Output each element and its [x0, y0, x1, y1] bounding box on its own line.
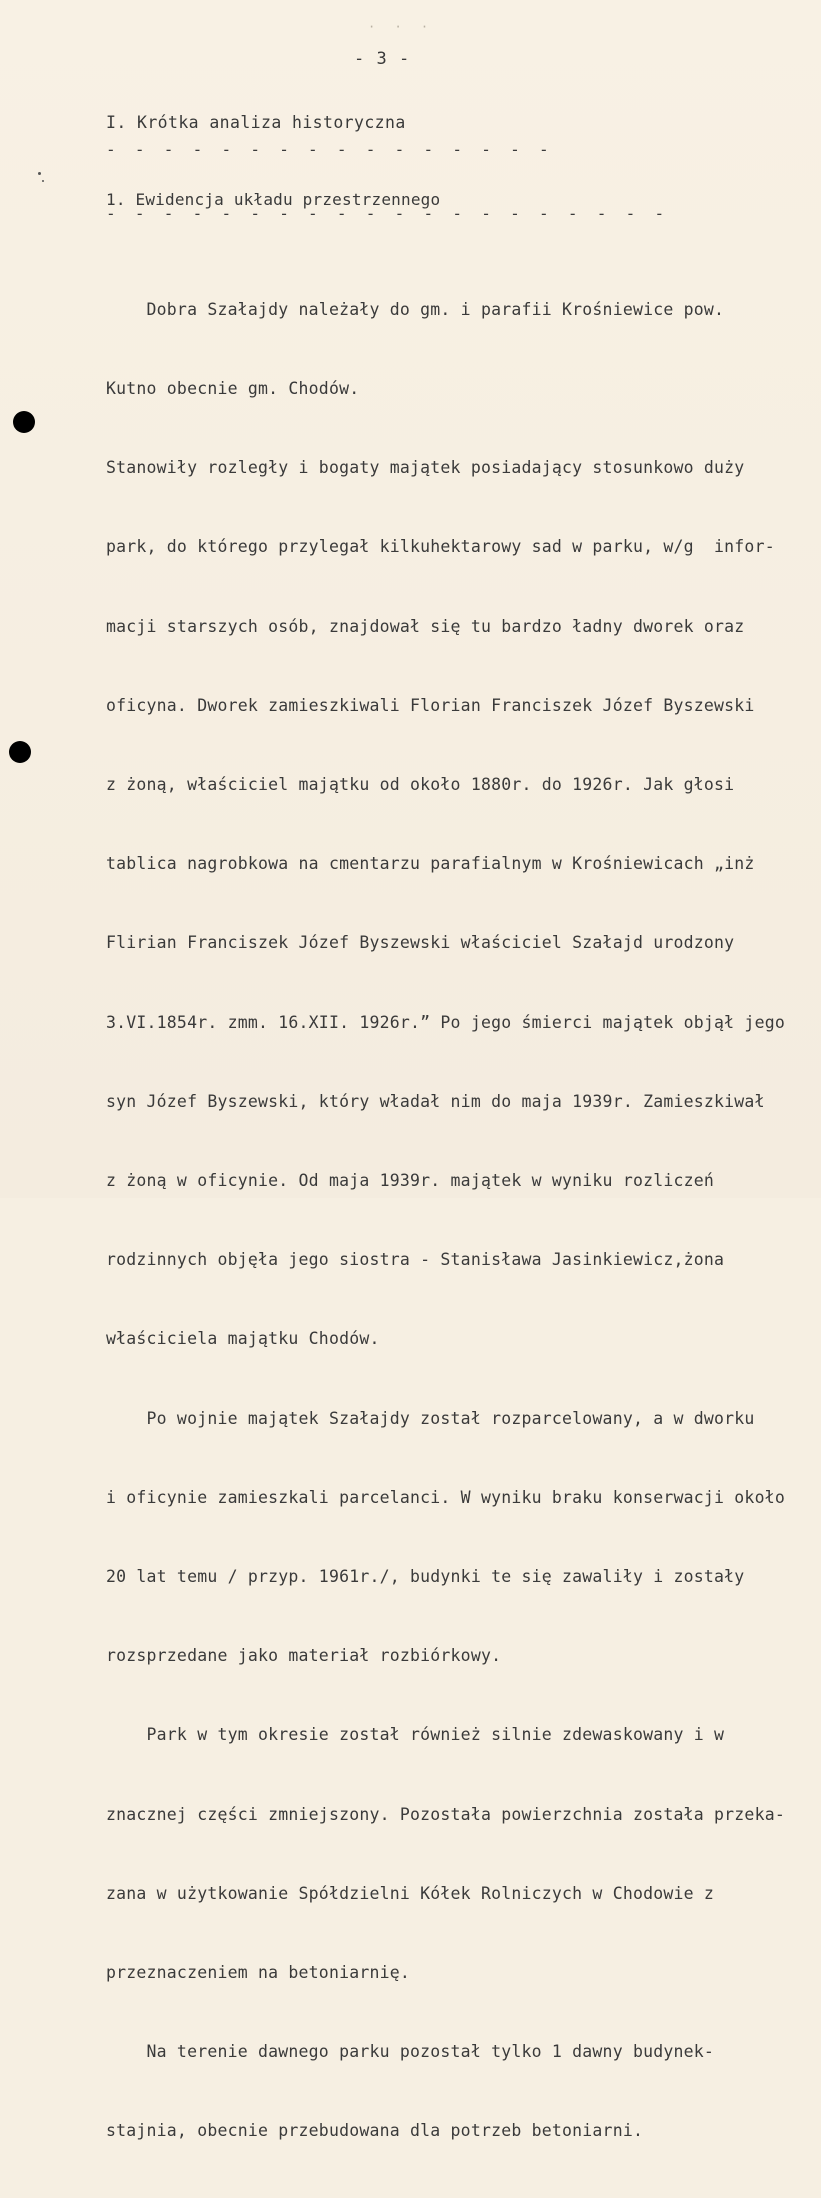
ink-speck — [38, 172, 41, 175]
text-line: rozsprzedane jako materiał rozbiórkowy. — [106, 1646, 502, 1666]
text-line: znacznej części zmniejszony. Pozostała powierzchnia została przeka- — [106, 1804, 785, 1824]
text-line: Na terenie dawnego parku pozostał tylko 1 dawny budynek- — [106, 2042, 715, 2062]
text-line: właściciela majątku Chodów. — [106, 1329, 380, 1349]
punch-hole-bottom — [9, 741, 31, 763]
text-line: Dobra Szałajdy należały do gm. i parafii Krośniewice pow. — [106, 299, 725, 319]
ink-speck — [42, 180, 44, 182]
text-line: Stanowiły rozległy i bogaty majątek posiadający stosunkowo duży — [106, 458, 745, 478]
text-line: syn Józef Byszewski, który władał nim do maja 1939r. Zamieszkiwał — [106, 1091, 765, 1111]
text-line: oficyna. Dworek zamieszkiwali Florian Franciszek Józef Byszewski — [106, 695, 755, 715]
body-text — [106, 244, 818, 2198]
text-line: 3.VI.1854r. zmm. 16.XII. 1926r.” Po jego śmierci majątek objął jego — [106, 1012, 785, 1032]
punch-hole-top — [13, 411, 35, 433]
text-line: zana w użytkowanie Spółdzielni Kółek Rolniczych w Chodowie z — [106, 1883, 715, 1903]
text-line: z żoną, właściciel majątku od około 1880r. do 1926r. Jak głosi — [106, 775, 735, 795]
page-number: - 3 - — [354, 49, 411, 69]
text-line: tablica nagrobkowa na cmentarzu parafialnym w Krośniewicach „inż — [106, 854, 755, 874]
text-line: stajnia, obecnie przebudowana dla potrzeb betoniarni. — [106, 2121, 644, 2141]
text-line: rodzinnych objęła jego siostra - Stanisława Jasinkiewicz,żona — [106, 1250, 725, 1270]
faint-top-marks: · · · — [368, 20, 435, 34]
text-line: i oficynie zamieszkali parcelanci. W wyniku braku konserwacji około — [106, 1487, 785, 1507]
text-line: Kutno obecnie gm. Chodów. — [106, 379, 360, 399]
text-line: Flirian Franciszek Józef Byszewski właściciel Szałajd urodzony — [106, 933, 735, 953]
heading-underline: - - - - - - - - - - - - - - - - — [106, 140, 554, 159]
text-line: 20 lat temu / przyp. 1961r./, budynki te się zawaliły i zostały — [106, 1567, 745, 1587]
section-heading: I. Krótka analiza historyczna — [106, 113, 406, 132]
subheading-underline: - - - - - - - - - - - - - - - - - - - - — [106, 204, 669, 223]
subsection-heading: 1. Ewidencja układu przestrzennego — [106, 190, 441, 209]
text-line: macji starszych osób, znajdował się tu bardzo ładny dworek oraz — [106, 616, 745, 636]
text-line: przeznaczeniem na betoniarnię. — [106, 1963, 411, 1983]
text-line: Park w tym okresie został również silnie zdewaskowany i w — [106, 1725, 725, 1745]
text-line: z żoną w oficynie. Od maja 1939r. majątek w wyniku rozliczeń — [106, 1171, 715, 1191]
text-line: park, do którego przylegał kilkuhektarowy sad w parku, w/g infor- — [106, 537, 775, 557]
text-line: Po wojnie majątek Szałajdy został rozparcelowany, a w dworku — [106, 1408, 755, 1428]
